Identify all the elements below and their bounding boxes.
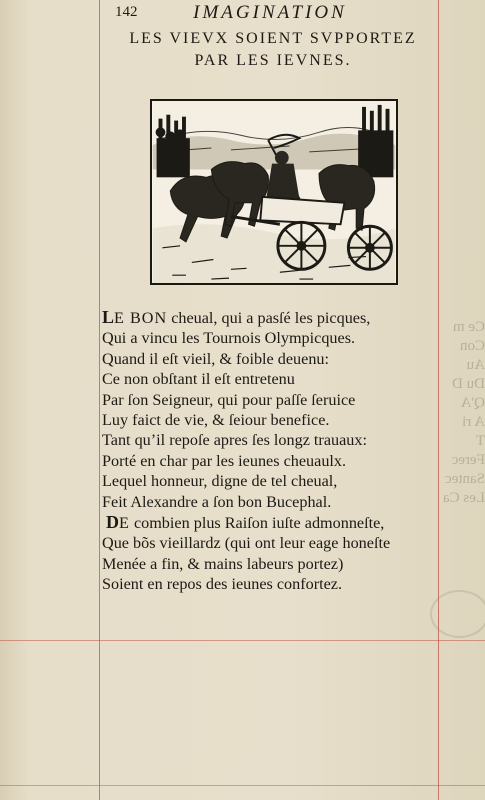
poem-line: Porté en char par les ieunes cheuaulx. [102, 451, 347, 470]
poem-line: Lequel honneur, digne de tel cheual, [102, 472, 338, 491]
poem-line: DE combien plus Raiſon iuſte admonneſte, [106, 512, 385, 533]
margin-rule-foot [0, 785, 485, 786]
poem-line: Quand il eſt vieil, & foible deuenu: [102, 349, 330, 368]
woodcut-image [152, 101, 396, 283]
poem-line: Luy faict de vie, & ſeiour benefice. [102, 411, 330, 430]
motto-line-2: PAR LES IEVNES. [194, 52, 352, 69]
poem-line: Par ſon Seigneur, qui pour paſſe ſeruice [102, 390, 356, 409]
margin-rule-bottom [0, 640, 485, 641]
margin-rule-left [99, 0, 100, 800]
poem-line: Soient en repos des ieunes confortez. [102, 575, 343, 594]
motto-line-1: LES VIEVX SOIENT SVPPORTEZ [129, 30, 417, 47]
poem-line: Feit Alexandre a ſon bon Bucephal. [102, 492, 332, 511]
poem-line: Menée a fin, & mains labeurs portez) [102, 554, 344, 573]
poem-line: Que bõs vieillardz (qui ont leur eage honeſte [102, 534, 391, 553]
running-title: IMAGINATION [193, 2, 347, 23]
initial-capital: D [106, 512, 119, 533]
poem-line: Tant qu’il repoſe apres ſes longz trauaux: [102, 431, 367, 450]
initial-capital: L [102, 307, 115, 327]
poem-line: Qui a vincu les Tournois Olympicques. [102, 329, 356, 348]
show-through-text: Ce m Con Au Du D Q'A A ri T Ferec Santec Les Ca [442, 319, 485, 506]
chariot-woodcut-illustration [150, 99, 398, 285]
emblem-poem [102, 307, 442, 595]
show-through-ornament [430, 590, 485, 638]
emblem-motto [112, 28, 434, 72]
poem-line: Ce non obſtant il eſt entretenu [102, 370, 295, 389]
poem-line: LE BON cheual, qui a pasſé les picques, [102, 307, 371, 327]
page-number: 142 [115, 4, 138, 20]
